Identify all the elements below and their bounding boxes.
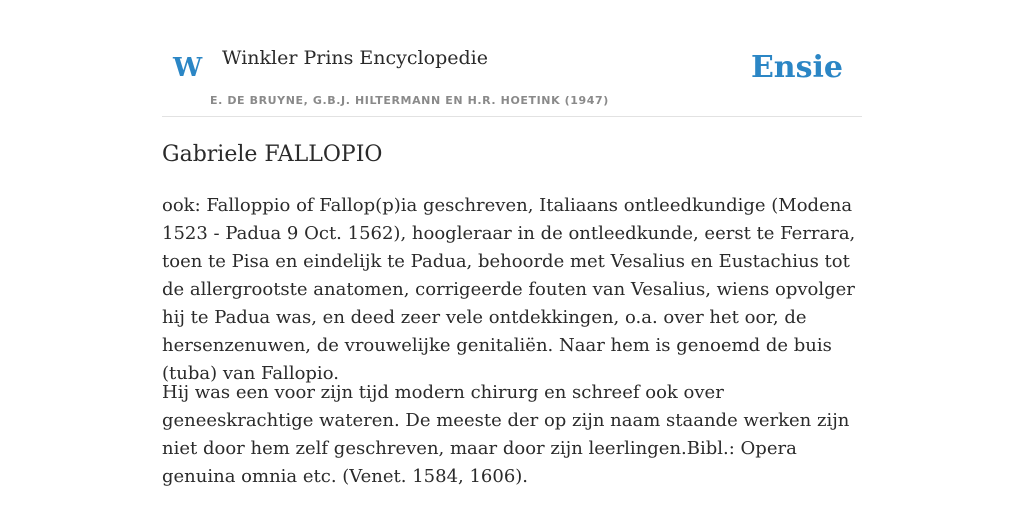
publication-header — [162, 0, 862, 117]
entry-title: Gabriele FALLOPIO — [162, 142, 383, 167]
entry-paragraph-1: ook: Falloppio of Fallop(p)ia geschreven, Italiaans ontleedkundige (Modena 1523 - Padua 9 Oct. 1562), hoogleraar in de ontleedkunde, eerst te Ferrara, toen te Pisa en eindelijk te Padua, behoorde met Vesalius en Eustachius tot de allergrootste anatomen, corrigeerde fouten van Vesalius, wiens opvolger hij te Padua was, en deed zeer vele ontdekkingen, o.a. over het oor, de hersenzenuwen, de vrouwelijke genitaliën. Naar hem is genoemd de buis (tuba) van Fallopio. — [162, 195, 856, 384]
publication-title[interactable]: Winkler Prins Encyclopedie — [222, 47, 488, 69]
entry-paragraph-2: Hij was een voor zijn tijd modern chirurg en schreef ook over geneeskrachtige wateren. De meeste der op zijn naam staande werken zijn niet door hem zelf geschreven, maar door zijn leerlingen.Bibl.: Opera genuina omnia etc. (Venet. 1584, 1606). — [162, 382, 850, 487]
ensie-brand-logo[interactable]: Ensie — [750, 50, 843, 85]
article-page — [162, 0, 862, 487]
publication-logo-letter[interactable]: W — [173, 53, 203, 83]
publication-authors: E. DE BRUYNE, G.B.J. HILTERMANN EN H.R. HOETINK (1947) — [210, 94, 609, 107]
